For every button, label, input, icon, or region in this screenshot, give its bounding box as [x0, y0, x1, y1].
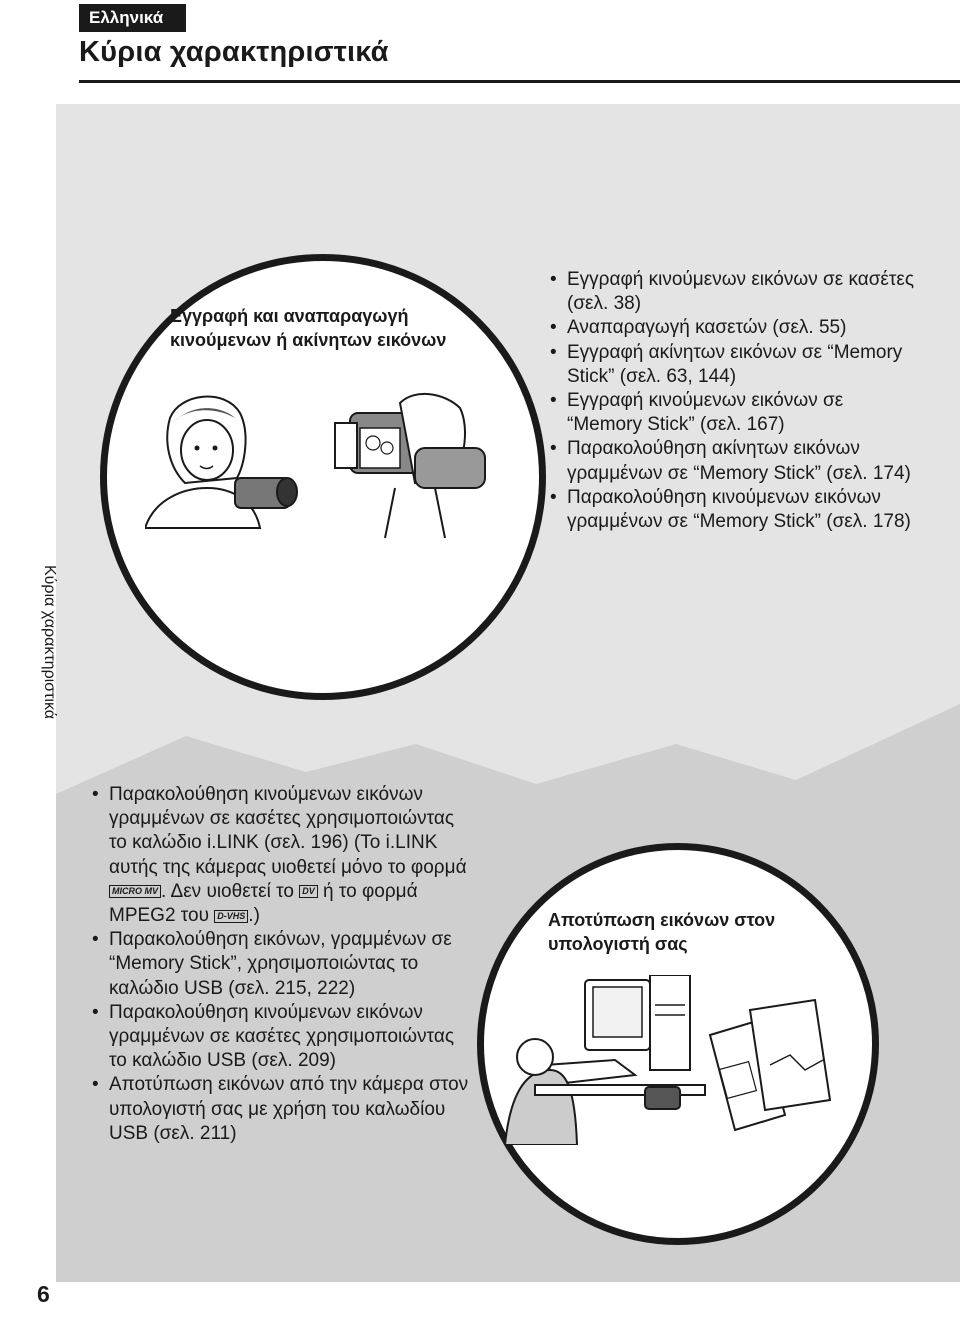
list-item: • Εγγραφή ακίνητων εικόνων σε “Memory Stick” (σελ. 63, 144) — [550, 341, 920, 389]
list-item: • Αναπαραγωγή κασετών (σελ. 55) — [550, 316, 920, 340]
page-title: Κύρια χαρακτηριστικά — [79, 36, 389, 68]
list-item: • Εγγραφή κινούμενων εικόνων σε κασέτες (σελ. 38) — [550, 268, 920, 316]
ilink-text-mid: . Δεν υιοθετεί το — [161, 880, 294, 902]
list-item: • Εγγραφή κινούμενων εικόνων σε “Memory Stick” (σελ. 167) — [550, 389, 920, 437]
pc-caption: Αποτύπωση εικόνων στον υπολογιστή σας — [548, 910, 776, 954]
list-item: • Παρακολούθηση ακίνητων εικόνων γραμμένων σε “Memory Stick” (σελ. 174) — [550, 437, 920, 485]
list-item: • Παρακολούθηση εικόνων, γραμμένων σε “Memory Stick”, χρησιμοποιώντας το καλώδιο USB (σελ. 215, 222) — [92, 928, 472, 1001]
computer-user-illustration — [505, 975, 835, 1145]
list-item: • Παρακολούθηση κινούμενων εικόνων γραμμένων σε κασέτες χρησιμοποιώντας το καλώδιο USB (σελ. 209) — [92, 1001, 472, 1074]
side-label: Κύρια χαρακτηριστικά — [41, 565, 58, 720]
ilink-text-mid2: ή το φορμά MPEG2 του — [109, 880, 418, 927]
page-number: 6 — [37, 1281, 50, 1307]
dvhs-logo: D-VHS — [214, 910, 248, 923]
list-item: • Αποτύπωση εικόνων από την κάμερα στον υπολογιστή σας με χρήση του καλωδίου USB (σελ. 211) — [92, 1073, 472, 1146]
ilink-text-end: .) — [248, 905, 260, 927]
language-tag: Ελληνικά — [79, 4, 186, 32]
recording-caption: Εγγραφή και αναπαραγωγή κινούμενων ή ακίνητων εικόνων — [170, 306, 447, 350]
recording-feature-list — [550, 268, 920, 534]
list-item — [92, 783, 472, 928]
ilink-text: Παρακολούθηση κινούμενων εικόνων γραμμένων σε κασέτες χρησιμοποιώντας το καλώδιο i.LINK (σελ. 196) (Το i.LINK αυτής της κάμερας υιοθετεί μόνο το φορμά — [109, 784, 467, 878]
camcorder-user-illustration — [145, 388, 495, 538]
title-rule — [79, 80, 960, 83]
micromv-logo: MICRO MV — [109, 885, 161, 898]
list-item: • Παρακολούθηση κινούμενων εικόνων γραμμένων σε “Memory Stick” (σελ. 178) — [550, 486, 920, 534]
pc-feature-list — [92, 783, 472, 1146]
dv-logo: DV — [299, 885, 318, 898]
